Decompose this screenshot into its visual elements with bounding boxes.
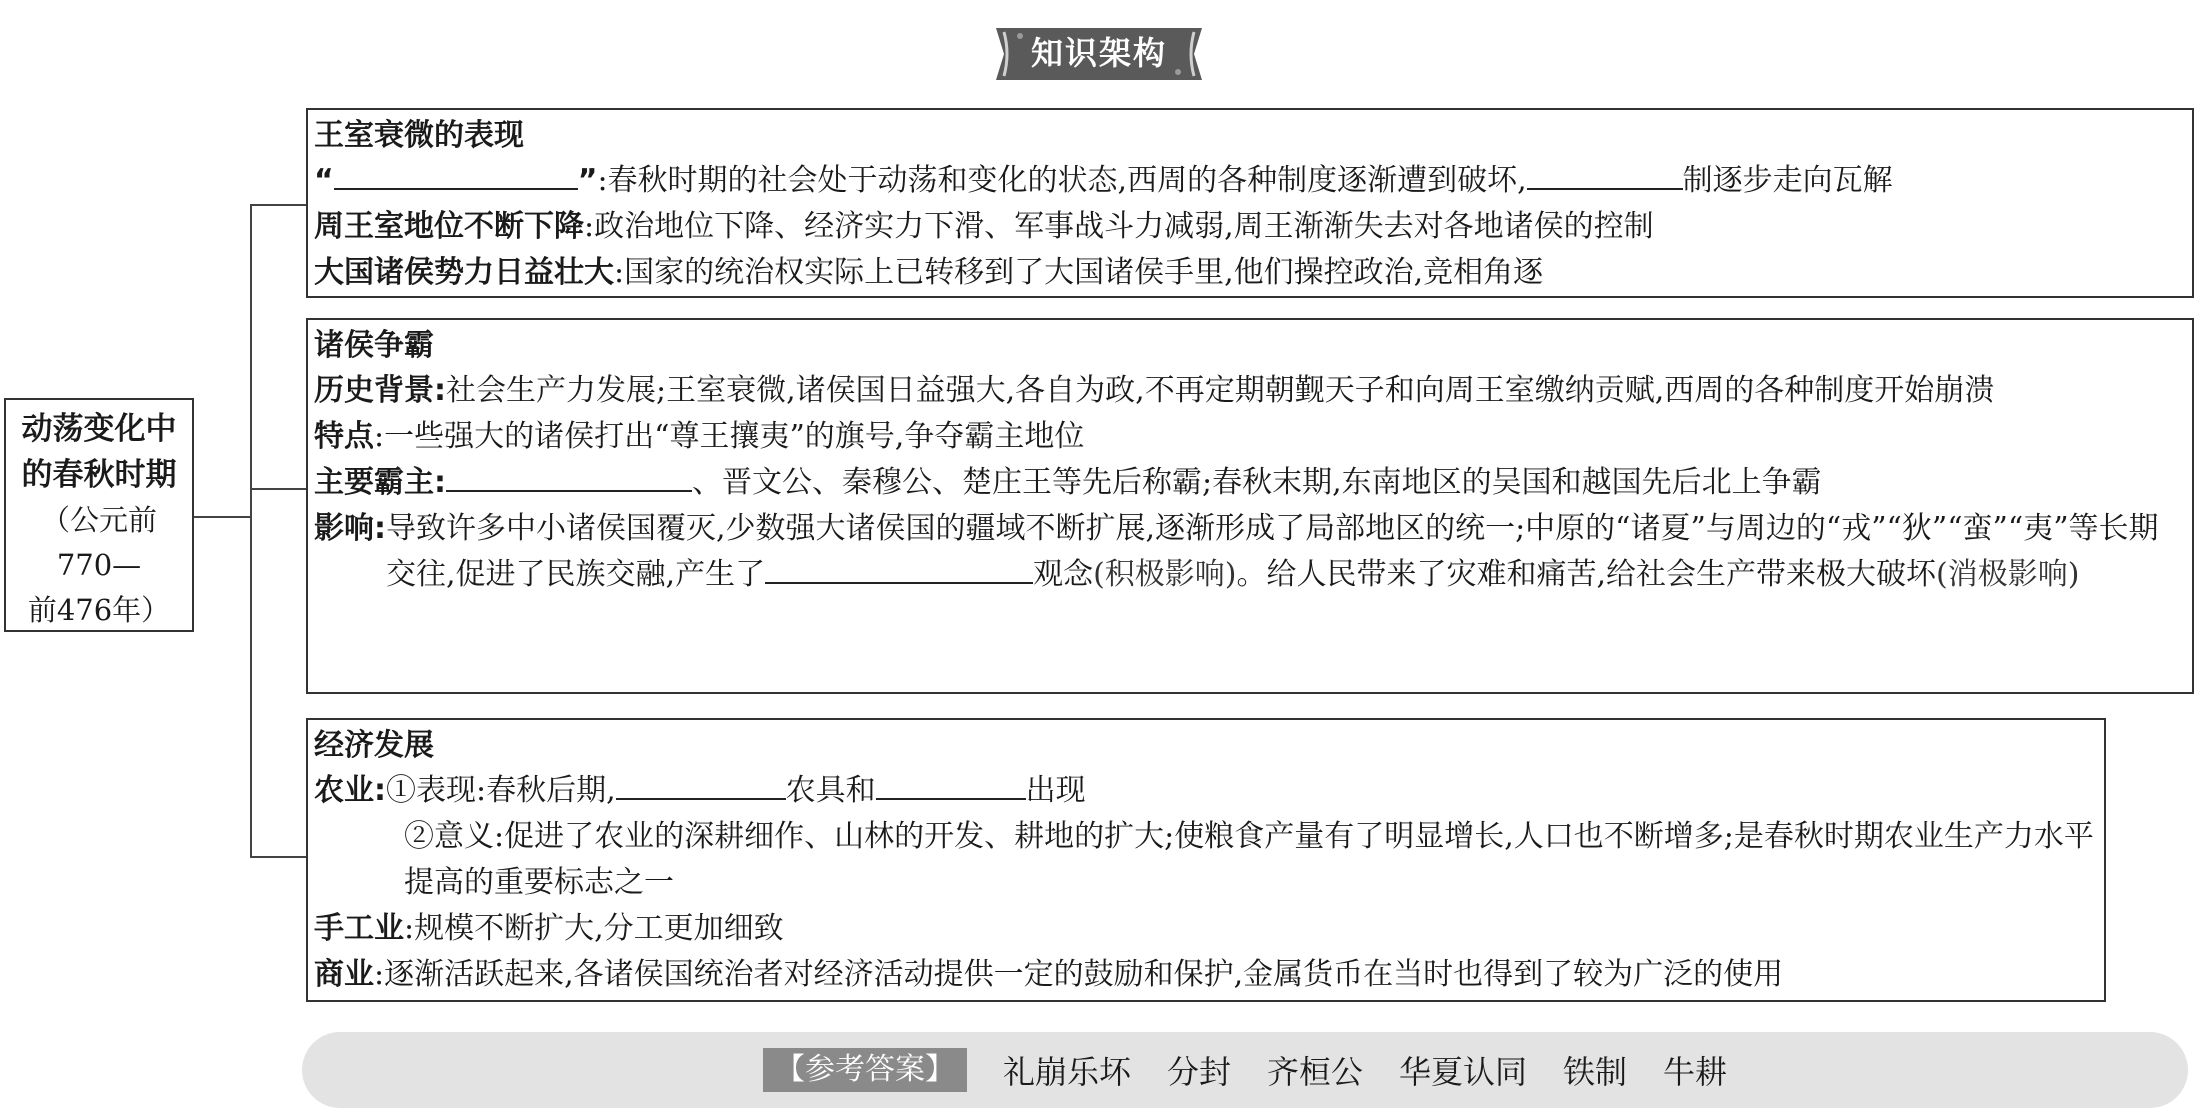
- row-agri-significance: ②意义:促进了农业的深耕细作、山林的开发、耕地的扩大;使粮食产量有了明显增长,人口也不断增多;是春秋时期农业生产力水平提高的重要标志之一: [404, 819, 2094, 900]
- row-text: [386, 506, 2186, 598]
- row-vassal-power: [314, 250, 2186, 296]
- connector-branch-2: [250, 488, 306, 490]
- section-hegemony: [306, 318, 2194, 694]
- section-economy: [306, 718, 2106, 1002]
- row-impact: [314, 506, 2186, 598]
- row-label: 手工业: [314, 911, 404, 946]
- answer-blank[interactable]: [876, 768, 1026, 800]
- row-colon: :: [434, 465, 446, 500]
- answer-item: 铁制: [1563, 1053, 1628, 1091]
- row-chaos: [314, 158, 2186, 204]
- banner-title: 知识架构: [1030, 34, 1167, 72]
- answer-blank[interactable]: [1527, 158, 1683, 190]
- answer-item: 华夏认同: [1399, 1053, 1528, 1091]
- impact-negative-note: (消极影响): [1936, 557, 2080, 592]
- answer-blank[interactable]: [765, 552, 1033, 584]
- section-title: 经济发展: [314, 728, 434, 763]
- row-background: [314, 368, 2186, 414]
- root-date-line1: （公元前: [40, 503, 157, 537]
- row-handicraft: [314, 906, 2098, 952]
- connector-branch-3: [250, 856, 306, 858]
- connector-branch-1: [250, 204, 306, 206]
- root-date-line3: 前476年）: [27, 593, 171, 627]
- section-royal-decline: [306, 108, 2194, 298]
- row-hegemons: [314, 460, 2186, 506]
- section-title: 王室衰微的表现: [314, 118, 524, 153]
- answer-item: 齐桓公: [1266, 1053, 1363, 1091]
- impact-text-a: 导致许多中小诸侯国覆灭,少数强大诸侯国的疆域不断扩展,逐渐形成了局部地区的统一;中原的“诸夏”与周边的“戎”“狄”“蛮”“夷”等长期交往,促进了民族交融,产生了: [386, 511, 2159, 592]
- agri-text-c: 出现: [1025, 773, 1086, 808]
- row-royal-status: [314, 204, 2186, 250]
- row-label: 特点: [314, 419, 374, 454]
- open-quote: “: [314, 163, 334, 198]
- section-title: 诸侯争霸: [314, 328, 434, 363]
- row-label: 农业: [314, 773, 374, 808]
- root-title-line2: 的春秋时期: [21, 457, 177, 493]
- row-agriculture: [314, 768, 2098, 814]
- answer-item: 牛耕: [1663, 1053, 1728, 1091]
- row-label: 影响:: [314, 511, 386, 546]
- root-title-line1: 动荡变化中: [21, 411, 177, 447]
- impact-text-c: 。给人民带来了灾难和痛苦,给社会生产带来极大破坏: [1236, 557, 1937, 592]
- row-label: 大国诸侯势力日益壮大: [314, 255, 614, 290]
- root-node: [4, 398, 194, 632]
- agri-text-a: ①表现:春秋后期,: [386, 773, 616, 808]
- row-text: 制逐步走向瓦解: [1682, 163, 1893, 198]
- row-colon: :: [374, 773, 386, 808]
- row-text: 、晋文公、秦穆公、楚庄王等先后称霸;春秋末期,东南地区的吴国和越国先后北上争霸: [692, 465, 1822, 500]
- root-date-line2: 770—: [56, 548, 142, 582]
- row-text: :春秋时期的社会处于动荡和变化的状态,西周的各种制度逐渐遭到破坏,: [597, 163, 1527, 198]
- section-banner: [990, 22, 1208, 86]
- answer-blank[interactable]: [446, 460, 692, 492]
- impact-text-b: 观念: [1033, 557, 1094, 592]
- row-label: 主要霸主: [314, 465, 434, 500]
- row-label: 历史背景:: [314, 373, 446, 408]
- row-commerce: [314, 952, 2098, 998]
- row-text: :国家的统治权实际上已转移到了大国诸侯手里,他们操控政治,竞相角逐: [614, 255, 1544, 290]
- row-text: :规模不断扩大,分工更加细致: [404, 911, 784, 946]
- row-feature: [314, 414, 2186, 460]
- agri-text-b: 农具和: [785, 773, 876, 808]
- connector-root: [194, 516, 250, 518]
- connector-trunk: [250, 204, 252, 858]
- impact-positive-note: (积极影响): [1093, 557, 1237, 592]
- row-text: :政治地位下降、经济实力下滑、军事战斗力减弱,周王渐渐失去对各地诸侯的控制: [584, 209, 1654, 244]
- answer-blank[interactable]: [616, 768, 786, 800]
- answer-blank[interactable]: [334, 158, 578, 190]
- answer-item: 分封: [1166, 1053, 1231, 1091]
- answer-label: 【参考答案】: [763, 1048, 967, 1092]
- close-quote: ”: [577, 163, 598, 198]
- row-label: 周王室地位不断下降: [314, 209, 584, 244]
- row-text: :逐渐活跃起来,各诸侯国统治者对经济活动提供一定的鼓励和保护,金属货币在当时也得到了较为广泛的使用: [374, 957, 1784, 992]
- answer-item: 礼崩乐坏: [1002, 1053, 1131, 1091]
- row-text: :一些强大的诸侯打出“尊王攘夷”的旗号,争夺霸主地位: [374, 419, 1085, 454]
- row-text: 社会生产力发展;王室衰微,诸侯国日益强大,各自为政,不再定期朝觐天子和向周王室缴纳贡赋,西周的各种制度开始崩溃: [446, 373, 1995, 408]
- row-label: 商业: [314, 957, 374, 992]
- answer-bar: [302, 1032, 2188, 1108]
